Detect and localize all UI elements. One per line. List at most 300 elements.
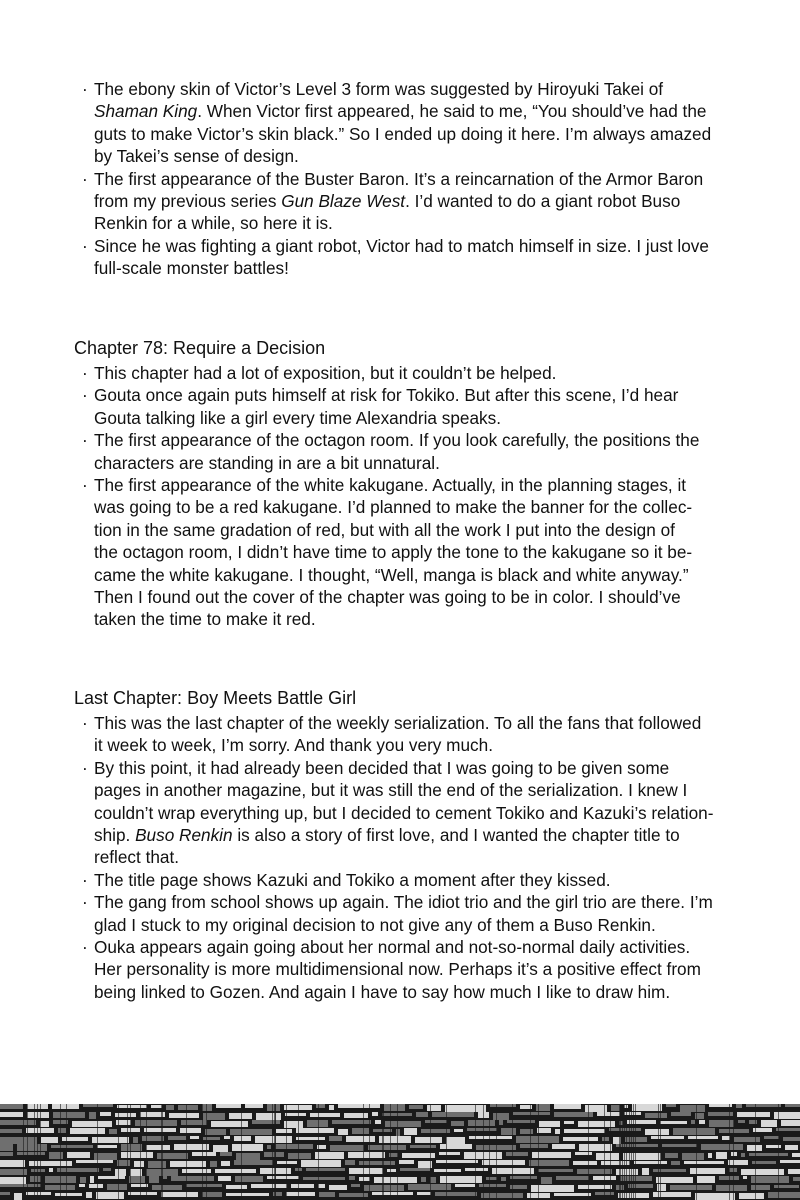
pattern-cell <box>72 1121 112 1127</box>
pattern-cell <box>564 1129 605 1133</box>
pattern-cell <box>146 1145 170 1150</box>
pattern-cell <box>554 1112 593 1117</box>
pattern-cell <box>303 1177 345 1180</box>
pattern-cell <box>53 1112 85 1118</box>
text-segment: the octagon room, I didn’t have time to apply the tone to the kakugane so it be- <box>94 542 693 563</box>
pattern-cell <box>359 1177 370 1181</box>
pattern-cell <box>291 1184 314 1188</box>
pattern-line <box>489 1104 490 1200</box>
pattern-cell <box>135 1120 177 1126</box>
pattern-cell <box>121 1152 153 1158</box>
pattern-cell <box>245 1104 263 1108</box>
pattern-cell <box>539 1121 560 1127</box>
note-line <box>94 235 754 257</box>
pattern-cell <box>671 1161 680 1165</box>
pattern-cell <box>90 1176 94 1183</box>
pattern-line <box>40 1104 41 1200</box>
pattern-cell <box>97 1145 117 1148</box>
pattern-line <box>382 1104 383 1200</box>
note-item <box>74 362 754 384</box>
text-segment: being linked to Gozen. And again I have to say how much I like to draw him. <box>94 981 671 1002</box>
pattern-cell <box>384 1104 405 1111</box>
pattern-line <box>610 1104 611 1200</box>
text-segment: tion in the same gradation of red, but with all the work I put into the design of <box>94 519 675 540</box>
pattern-cell <box>421 1177 426 1182</box>
pattern-cell <box>468 1120 495 1126</box>
pattern-line <box>186 1104 187 1200</box>
pattern-cell <box>368 1145 406 1150</box>
note-line <box>94 564 754 586</box>
pattern-cell <box>743 1176 747 1179</box>
pattern-line <box>620 1104 621 1200</box>
pattern-line <box>272 1104 273 1200</box>
pattern-cell <box>0 1112 23 1117</box>
pattern-cell <box>563 1137 598 1141</box>
title-italic: Shaman King <box>94 101 198 122</box>
pattern-line <box>622 1104 623 1200</box>
pattern-cell <box>62 1137 88 1141</box>
pattern-cell <box>316 1104 325 1108</box>
note-line <box>94 257 754 279</box>
pattern-cell <box>352 1128 369 1134</box>
pattern-cell <box>103 1168 111 1171</box>
pattern-line <box>660 1104 661 1200</box>
pattern-cell <box>670 1185 712 1190</box>
pattern-cell <box>774 1185 799 1188</box>
note-line <box>94 958 754 980</box>
pattern-line <box>118 1104 119 1200</box>
text-segment: glad I stuck to my original decision to not give any of them a Buso Renkin. <box>94 914 656 935</box>
pattern-cell <box>374 1177 417 1183</box>
note-item <box>74 757 754 869</box>
pattern-cell <box>168 1136 186 1140</box>
pattern-cell <box>445 1105 486 1112</box>
section-last-chapter <box>74 687 754 1003</box>
pattern-cell <box>178 1105 198 1110</box>
note-line <box>94 190 754 212</box>
note-line <box>94 869 754 891</box>
note-line <box>94 824 754 846</box>
pattern-cell <box>741 1153 745 1157</box>
pattern-cell <box>98 1176 125 1179</box>
note-item <box>74 712 754 757</box>
pattern-cell <box>307 1120 328 1127</box>
pattern-line <box>755 1104 756 1200</box>
pattern-line <box>140 1104 141 1200</box>
pattern-line <box>633 1104 634 1200</box>
pattern-cell <box>645 1113 667 1118</box>
pattern-cell <box>58 1128 66 1133</box>
pattern-cell <box>708 1153 712 1158</box>
text-segment: came the white kakugane. I thought, “Well, manga is black and white anyway.” <box>94 564 689 585</box>
pattern-cell <box>520 1144 548 1148</box>
pattern-cell <box>651 1136 684 1139</box>
section-intro <box>74 78 754 280</box>
pattern-cell <box>267 1104 280 1111</box>
note-item <box>74 936 754 1003</box>
note-line <box>94 891 754 913</box>
pattern-cell <box>52 1104 79 1109</box>
note-line <box>94 212 754 234</box>
pattern-cell <box>267 1145 271 1149</box>
pattern-cell <box>338 1129 348 1135</box>
pattern-cell <box>578 1185 612 1189</box>
pattern-cell <box>481 1193 523 1198</box>
pattern-cell <box>96 1192 124 1199</box>
pattern-cell <box>645 1129 669 1135</box>
pattern-cell <box>149 1176 159 1183</box>
pattern-cell <box>0 1160 25 1167</box>
note-line <box>94 712 754 734</box>
note-line <box>94 734 754 756</box>
pattern-cell <box>57 1168 99 1172</box>
pattern-line <box>23 1104 24 1200</box>
pattern-cell <box>0 1192 10 1195</box>
pattern-cell <box>671 1112 691 1116</box>
note-item <box>74 384 754 429</box>
pattern-cell <box>151 1105 162 1108</box>
pattern-cell <box>129 1176 145 1183</box>
pattern-cell <box>768 1192 800 1198</box>
pattern-line <box>318 1104 319 1200</box>
pattern-cell <box>634 1161 667 1164</box>
text-segment: Gouta talking like a girl every time Alexandria speaks. <box>94 407 501 428</box>
pattern-cell <box>673 1128 715 1135</box>
pattern-line <box>275 1104 276 1200</box>
text-segment: guts to make Victor’s skin black.” So I ended up doing it here. I’m always amazed <box>94 123 712 144</box>
pattern-cell <box>128 1192 157 1195</box>
note-list <box>74 78 754 280</box>
pattern-line <box>446 1104 447 1200</box>
pattern-cell <box>174 1144 209 1150</box>
pattern-line <box>733 1104 734 1200</box>
pattern-cell <box>285 1113 306 1116</box>
note-line <box>94 496 754 518</box>
text-segment: Ouka appears again going about her normal and not-so-normal daily activities. <box>94 937 691 958</box>
pattern-cell <box>699 1120 705 1124</box>
pattern-cell <box>330 1145 364 1151</box>
pattern-cell <box>454 1129 463 1132</box>
pattern-cell <box>516 1136 559 1143</box>
pattern-cell <box>579 1144 612 1151</box>
pattern-cell <box>749 1153 788 1156</box>
text-segment: The first appearance of the octagon room. If you look carefully, the positions the <box>94 430 700 451</box>
pattern-line <box>530 1104 531 1200</box>
note-line <box>94 608 754 630</box>
note-item <box>74 78 754 168</box>
pattern-cell <box>792 1153 800 1157</box>
pattern-cell <box>169 1113 199 1118</box>
section-title: Chapter 78: Require a Decision <box>74 338 326 358</box>
pattern-cell <box>117 1105 147 1108</box>
pattern-cell <box>329 1136 342 1141</box>
pattern-cell <box>738 1120 745 1123</box>
pattern-cell <box>17 1144 47 1151</box>
pattern-cell <box>513 1112 550 1115</box>
pattern-cell <box>55 1193 82 1196</box>
pattern-cell <box>213 1145 228 1152</box>
note-item <box>74 168 754 235</box>
text-segment: was going to be a red kakugane. I’d planned to make the banner for the collec- <box>94 497 693 518</box>
text-segment: Then I found out the cover of the chapter was going to be in color. I should’ve <box>94 587 681 608</box>
pattern-cell <box>30 1176 41 1182</box>
pattern-cell <box>425 1120 447 1123</box>
pattern-cell <box>296 1128 334 1133</box>
pattern-cell <box>691 1120 695 1124</box>
pattern-cell <box>344 1113 368 1118</box>
pattern-cell <box>575 1152 592 1155</box>
pattern-cell <box>131 1184 148 1187</box>
pattern-cell <box>170 1161 206 1167</box>
pattern-cell <box>100 1112 111 1116</box>
pattern-line <box>369 1104 370 1200</box>
note-line <box>94 519 754 541</box>
text-segment: Renkin for a while, so here it is. <box>94 213 333 234</box>
pattern-line <box>538 1104 539 1200</box>
pattern-cell <box>203 1137 220 1140</box>
pattern-line <box>161 1104 162 1200</box>
pattern-cell <box>680 1105 705 1112</box>
pattern-cell <box>256 1113 281 1120</box>
pattern-cell <box>205 1129 226 1135</box>
pattern-cell <box>0 1144 13 1151</box>
pattern-cell <box>446 1137 465 1144</box>
pattern-cell <box>665 1153 678 1158</box>
text-segment: Since he was fighting a giant robot, Victor had to match himself in size. I just love <box>94 235 709 256</box>
note-item <box>74 235 754 280</box>
pattern-cell <box>171 1176 214 1181</box>
pattern-cell <box>230 1129 272 1135</box>
note-line <box>94 936 754 958</box>
pattern-cell <box>783 1137 800 1141</box>
pattern-cell <box>520 1129 533 1134</box>
pattern-cell <box>181 1120 207 1125</box>
pattern-cell <box>41 1137 58 1143</box>
pattern-cell <box>319 1192 335 1197</box>
text-segment: it week to week, I’m sorry. And thank you very much. <box>94 735 493 756</box>
pattern-cell <box>359 1161 395 1165</box>
pattern-cell <box>134 1161 144 1167</box>
pattern-line <box>629 1104 630 1200</box>
note-list <box>74 362 754 631</box>
pattern-cell <box>70 1128 105 1134</box>
text-segment: by Takei’s sense of design. <box>94 146 299 167</box>
pattern-cell <box>133 1137 138 1143</box>
pattern-cell <box>236 1153 260 1160</box>
pattern-cell <box>785 1145 798 1150</box>
note-line <box>94 981 754 1003</box>
pattern-cell <box>29 1161 72 1166</box>
text-segment: characters are standing in are a bit unnatural. <box>94 452 440 473</box>
pattern-cell <box>774 1112 800 1119</box>
pattern-cell <box>115 1169 126 1176</box>
pattern-cell <box>709 1120 734 1127</box>
pattern-cell <box>109 1129 117 1134</box>
pattern-cell <box>221 1161 230 1166</box>
pattern-cell <box>440 1144 472 1149</box>
pattern-line <box>475 1104 476 1200</box>
pattern-line <box>658 1104 659 1200</box>
pattern-cell <box>89 1184 103 1188</box>
pattern-cell <box>148 1161 166 1168</box>
pattern-cell <box>656 1177 693 1183</box>
pattern-cell <box>541 1177 552 1184</box>
pattern-cell <box>0 1104 23 1109</box>
pattern-cell <box>682 1153 704 1160</box>
pattern-cell <box>348 1152 385 1158</box>
note-line <box>94 100 754 122</box>
note-line <box>94 846 754 868</box>
pattern-cell <box>532 1152 571 1158</box>
note-line <box>94 757 754 779</box>
pattern-cell <box>215 1169 256 1173</box>
pattern-cell <box>611 1105 620 1111</box>
pattern-cell <box>345 1160 355 1165</box>
pattern-cell <box>455 1184 475 1187</box>
pattern-cell <box>602 1137 609 1141</box>
pattern-cell <box>451 1121 464 1126</box>
text-segment: The first appearance of the Buster Baron. It’s a reincarnation of the Armor Baron <box>94 168 704 189</box>
pattern-line <box>631 1104 632 1200</box>
pattern-line <box>626 1104 627 1200</box>
pattern-cell <box>417 1192 431 1195</box>
pattern-cell <box>26 1192 51 1195</box>
pattern-cell <box>210 1161 217 1167</box>
pattern-line <box>202 1104 203 1200</box>
pattern-cell <box>226 1185 247 1189</box>
pattern-cell <box>163 1176 167 1179</box>
pattern-cell <box>296 1137 325 1140</box>
pattern-cell <box>493 1113 509 1120</box>
pattern-line <box>298 1104 299 1200</box>
pattern-cell <box>211 1121 248 1127</box>
pattern-cell <box>166 1105 174 1110</box>
pattern-cell <box>0 1129 22 1133</box>
note-line <box>94 452 754 474</box>
pattern-cell <box>267 1176 299 1179</box>
pattern-line <box>274 1104 275 1200</box>
pattern-cell <box>486 1177 497 1180</box>
pattern-line <box>619 1104 620 1200</box>
pattern-line <box>130 1104 131 1200</box>
pattern-line <box>127 1104 128 1200</box>
text-segment: taken the time to make it red. <box>94 609 316 630</box>
pattern-cell <box>734 1137 760 1142</box>
pattern-cell <box>722 1136 730 1140</box>
pattern-cell <box>501 1177 506 1181</box>
pattern-line <box>430 1104 431 1200</box>
pattern-cell <box>785 1104 800 1107</box>
note-item <box>74 429 754 474</box>
pattern-cell <box>709 1104 732 1107</box>
pattern-cell <box>465 1168 488 1171</box>
pattern-cell <box>653 1169 686 1172</box>
pattern-cell <box>80 1177 86 1183</box>
pattern-cell <box>716 1152 727 1159</box>
pattern-cell <box>780 1160 800 1163</box>
note-line <box>94 586 754 608</box>
pattern-cell <box>409 1105 423 1109</box>
pattern-line <box>66 1104 67 1200</box>
text-segment: By this point, it had already been decided that I was going to be given some <box>94 757 670 778</box>
pattern-line <box>37 1104 38 1200</box>
pattern-cell <box>435 1192 477 1196</box>
pattern-cell <box>408 1184 451 1190</box>
pattern-cell <box>421 1129 450 1133</box>
pattern-cell <box>666 1104 676 1107</box>
pattern-cell <box>220 1152 232 1156</box>
note-line <box>94 802 754 824</box>
note-line <box>94 914 754 936</box>
pattern-cell <box>776 1128 800 1131</box>
text-segment: from my previous series <box>94 191 282 212</box>
pattern-cell <box>564 1121 574 1124</box>
pattern-cell <box>436 1160 478 1163</box>
pattern-cell <box>0 1177 26 1184</box>
text-segment: couldn’t wrap everything up, but I decided to cement Tokiko and Kazuki’s relation- <box>94 802 714 823</box>
pattern-cell <box>501 1128 516 1135</box>
pattern-line <box>635 1104 636 1200</box>
pattern-cell <box>781 1120 800 1126</box>
pattern-cell <box>697 1176 715 1183</box>
pattern-line <box>146 1104 147 1200</box>
pattern-line <box>286 1104 287 1200</box>
pattern-cell <box>315 1152 344 1159</box>
pattern-cell <box>552 1144 575 1149</box>
pattern-cell <box>144 1128 176 1132</box>
pattern-cell <box>688 1136 718 1139</box>
pattern-line <box>624 1104 625 1200</box>
pattern-line <box>512 1104 513 1200</box>
pattern-cell <box>467 1128 497 1131</box>
pattern-line <box>27 1104 28 1200</box>
pattern-cell <box>192 1152 216 1156</box>
pattern-cell <box>555 1129 560 1134</box>
pattern-cell <box>372 1112 378 1116</box>
pattern-cell <box>573 1161 597 1165</box>
note-line <box>94 362 754 384</box>
pattern-cell <box>529 1160 569 1166</box>
note-line <box>94 78 754 100</box>
pattern-cell <box>746 1104 781 1107</box>
text-segment: Gouta once again puts himself at risk for Tokiko. But after this scene, I’d hear <box>94 385 679 406</box>
pattern-cell <box>338 1104 380 1108</box>
pattern-line <box>97 1104 98 1200</box>
pattern-cell <box>415 1137 442 1143</box>
pattern-cell <box>578 1121 615 1127</box>
pattern-cell <box>288 1153 311 1159</box>
pattern-cell <box>86 1192 92 1198</box>
note-line <box>94 429 754 451</box>
pattern-cell <box>0 1169 27 1175</box>
pattern-cell <box>224 1136 230 1139</box>
pattern-cell <box>418 1161 432 1168</box>
pattern-cell <box>741 1169 784 1175</box>
text-segment: . When Victor first appeared, he said to me, “You should’ve had the <box>197 101 707 122</box>
pattern-cell <box>0 1120 36 1125</box>
pattern-cell <box>556 1176 589 1180</box>
pattern-cell <box>761 1120 777 1127</box>
pattern-cell <box>76 1160 113 1163</box>
pattern-cell <box>329 1105 334 1110</box>
pattern-cell <box>107 1184 127 1190</box>
pattern-cell <box>349 1176 355 1180</box>
pattern-cell <box>229 1113 252 1119</box>
pattern-cell <box>218 1176 231 1181</box>
text-segment: Her personality is more multidimensional now. Perhaps it’s a positive effect from <box>94 959 701 980</box>
text-segment: reflect that. <box>94 847 180 868</box>
pattern-line <box>496 1104 497 1200</box>
